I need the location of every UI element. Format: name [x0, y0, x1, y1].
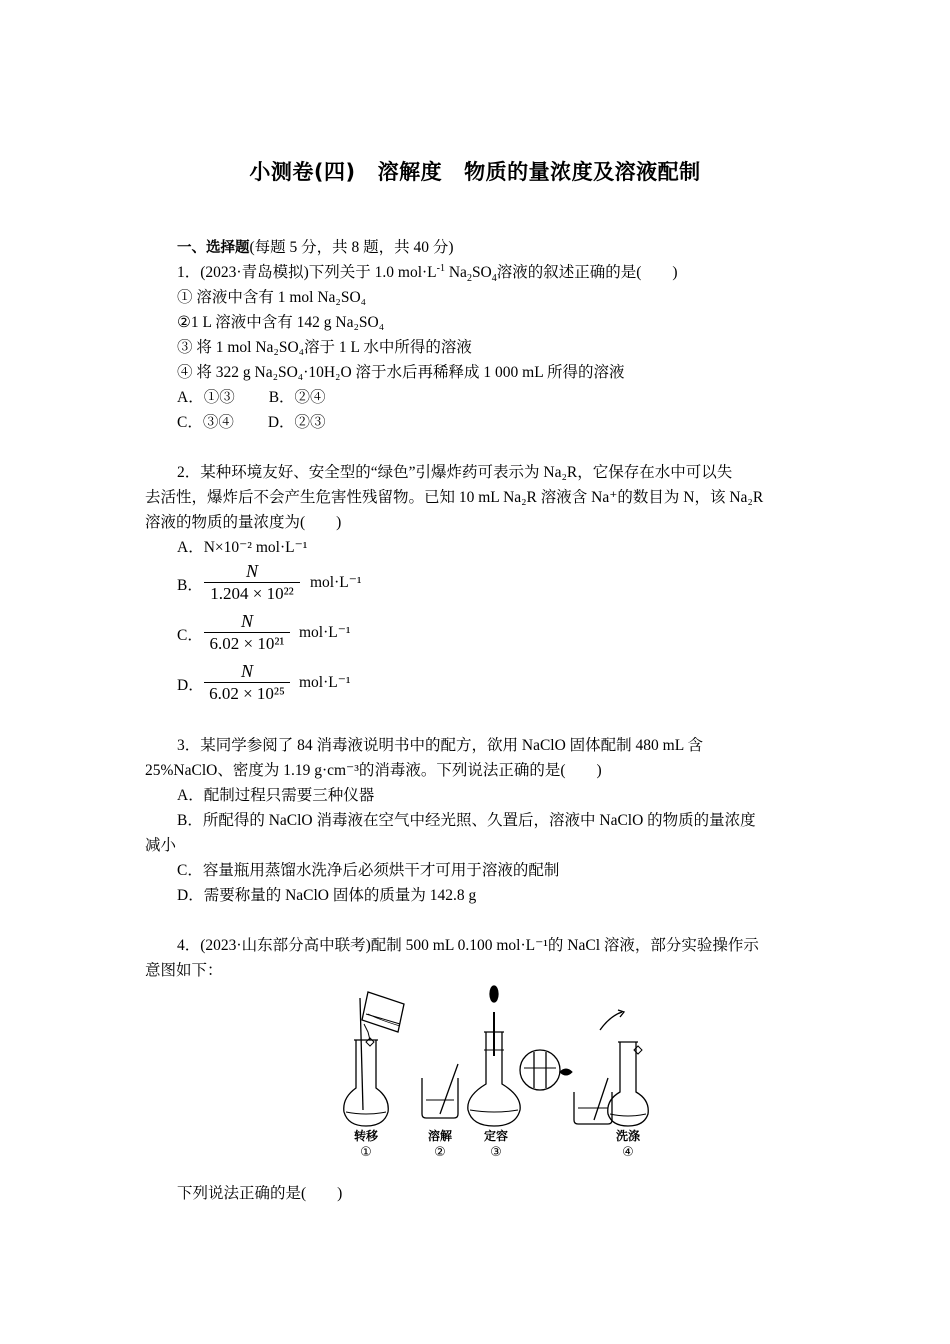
q2-option-b-numerator: N	[245, 561, 258, 581]
q4-line-2: 意图如下：	[145, 962, 223, 979]
q3-line-2: 25%NaClO、密度为 1.19 g·cm⁻³的消毒液。下列说法正确的是( )	[145, 762, 602, 779]
q2-option-b-unit: mol·L⁻¹	[310, 574, 362, 591]
q3-option-b-1: B．所配得的 NaClO 消毒液在空气中经光照、久置后，溶液中 NaClO 的物质的量浓度	[177, 812, 756, 829]
q1-choice-a: A．①③	[177, 389, 235, 406]
fig-label-dissolve: 溶解	[427, 1129, 453, 1143]
fig-num-2: ②	[434, 1145, 446, 1160]
q1-choice-b: B．②④	[268, 389, 326, 406]
q1-stem-d: 溶液的叙述正确的是( )	[496, 264, 678, 281]
q1-option-2: ②1 L 溶液中含有 142 g Na₂SO₄	[177, 314, 385, 331]
q1-choices-cd	[177, 413, 326, 433]
section-heading-label: 一、选择题	[177, 240, 250, 256]
q1-stem: 1．(2023·青岛模拟)下列关于 1.0 $mol\cdot L^{-1}$ $Na_2SO_4$溶液的叙述正确的是( )	[177, 262, 678, 285]
dissolve-apparatus	[422, 1064, 458, 1118]
q2-option-c-numerator: N	[240, 611, 253, 631]
q2-option-d-denominator: 6.02 × 10²⁵	[209, 684, 285, 703]
transfer-apparatus	[344, 992, 404, 1126]
q1-stem-c: SO	[471, 264, 492, 281]
q2-option-d-numerator: N	[240, 661, 253, 681]
q2-line-3: 溶液的物质的量浓度为( )	[145, 514, 342, 531]
q1-source: (2023·青岛模拟)	[200, 264, 309, 281]
q2-option-c-fraction	[204, 610, 290, 655]
q4-line-1	[177, 936, 759, 956]
fig-num-3: ③	[490, 1145, 502, 1160]
q1-option-1: ① 溶液中含有 1 mol Na₂SO₄	[177, 289, 367, 306]
q2-line-1: 2．某种环境友好、安全型的“绿色”引爆炸药可表示为 Na₂R，它保存在水中可以失	[177, 464, 733, 481]
q2-option-c-denominator: 6.02 × 10²¹	[209, 634, 285, 653]
q1-option-4: ④ 将 322 g Na₂SO₄·10H₂O 溶于水后再稀释成 1 000 mL 所得的溶液	[177, 364, 625, 381]
q4-source: (2023·山东部分高中联考)	[200, 937, 371, 954]
q2-option-c-label: C．	[177, 627, 203, 644]
wash-apparatus	[574, 1010, 648, 1126]
title-part3: 物质的量浓度及溶液配制	[464, 160, 701, 184]
q4-number: 4．	[177, 937, 201, 954]
q1-stem-a: 下列关于 1.0 mol·L	[308, 264, 437, 281]
q3-option-d: D．需要称量的 NaClO 固体的质量为 142.8 g	[177, 887, 477, 904]
q1-choices-ab	[177, 388, 326, 408]
q3-option-b-2: 减小	[145, 837, 177, 854]
q2-option-b-denominator: 1.204 × 10²²	[210, 584, 294, 603]
q2-option-d-fraction	[204, 660, 290, 705]
fig-num-4: ④	[622, 1145, 634, 1160]
title-part2: 溶解度	[377, 160, 443, 184]
section-heading	[177, 238, 454, 258]
q4-lab-figure	[330, 980, 660, 1160]
q3-option-a: A．配制过程只需要三种仪器	[177, 787, 375, 804]
q1-choice-d: D．②③	[267, 414, 326, 431]
fix-volume-apparatus	[468, 986, 560, 1126]
q2-option-d-label: D．	[177, 677, 204, 694]
section-note: (每题 5 分，共 8 题，共 40 分)	[249, 239, 454, 256]
fig-label-transfer: 转移	[353, 1129, 379, 1143]
page-title	[0, 156, 950, 186]
q2-option-b-label: B．	[177, 577, 203, 594]
title-part1: 小测卷(四)	[249, 160, 356, 184]
q1-option-3: ③ 将 1 mol Na₂SO₄溶于 1 L 水中所得的溶液	[177, 339, 472, 356]
q2-option-a: A．N×10⁻² mol·L⁻¹	[177, 539, 308, 556]
q1-number: 1．	[177, 264, 201, 281]
q2-line-2: 去活性，爆炸后不会产生危害性残留物。已知 10 mL Na₂R 溶液含 Na⁺的数目为 N，该 Na₂R	[145, 489, 764, 506]
q1-stem-b: Na	[444, 264, 467, 281]
q4-question: 下列说法正确的是( )	[177, 1185, 343, 1202]
q2-option-c-unit: mol·L⁻¹	[299, 624, 351, 641]
q4-line-1-rest: 配制 500 mL 0.100 mol·L⁻¹的 NaCl 溶液，部分实验操作示	[370, 937, 759, 954]
q2-option-b-fraction	[204, 560, 300, 605]
q2-option-d-unit: mol·L⁻¹	[299, 674, 351, 691]
fig-label-fix-volume: 定容	[483, 1129, 509, 1143]
q1-choice-c: C．③④	[177, 414, 234, 431]
fig-num-1: ①	[360, 1145, 372, 1160]
q3-line-1: 3．某同学参阅了 84 消毒液说明书中的配方，欲用 NaClO 固体配制 480 mL 含	[177, 737, 703, 754]
fig-label-wash: 洗涤	[615, 1129, 641, 1143]
q3-option-c: C．容量瓶用蒸馏水洗净后必须烘干才可用于溶液的配制	[177, 862, 560, 879]
